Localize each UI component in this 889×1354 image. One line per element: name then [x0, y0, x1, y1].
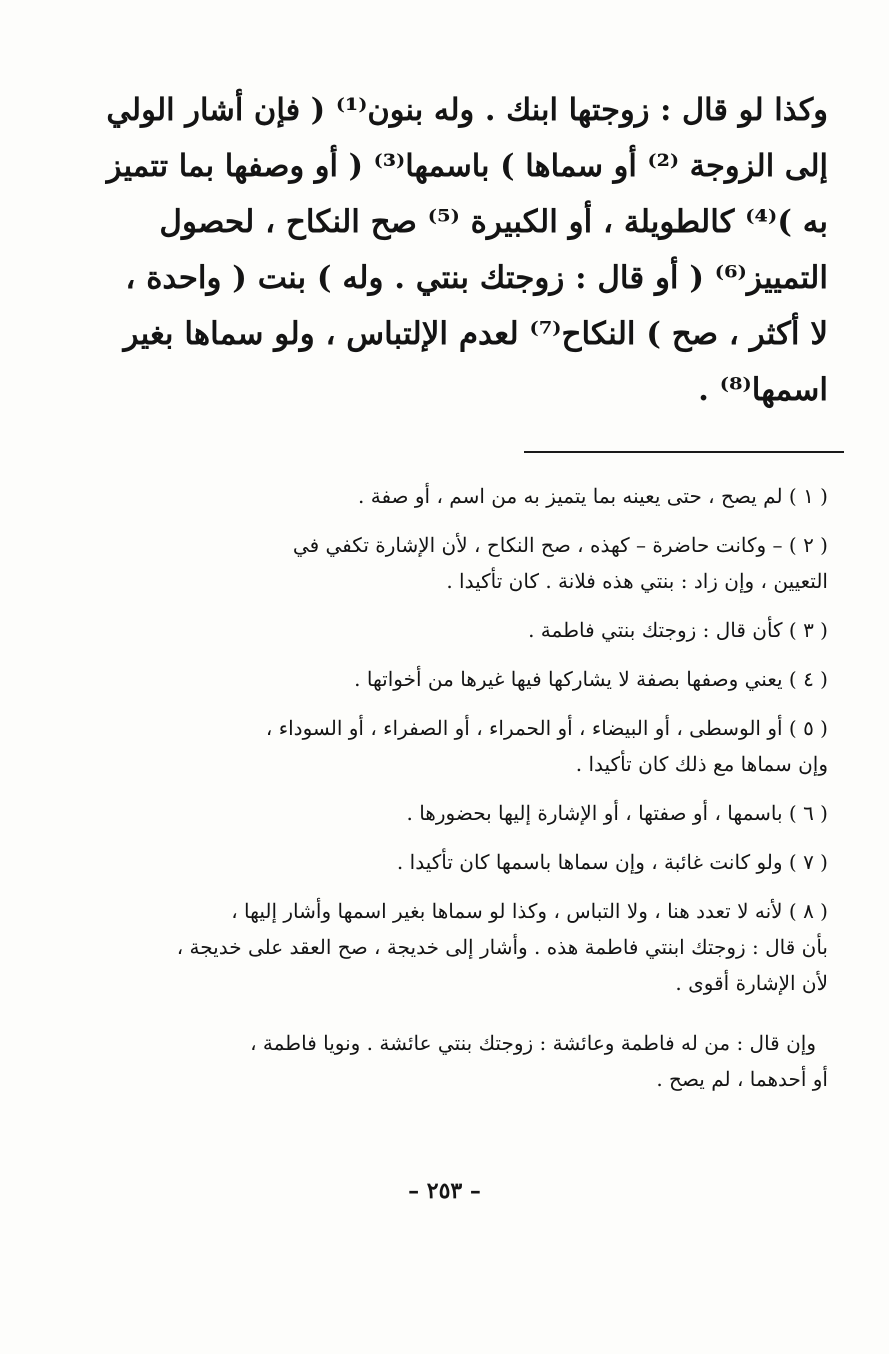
main-text-line: إلى الزوجة ⁽²⁾ أو سماها ) باسمها⁽³⁾ ( أو وصفها بما تتميز — [106, 148, 828, 184]
footnote — [104, 527, 828, 599]
footnote — [104, 710, 828, 782]
footnote — [104, 478, 828, 514]
main-text — [104, 82, 828, 418]
footnote-line: لأن الإشارة أقوى . — [675, 971, 828, 995]
closing-note-line: أو أحدهما ، لم يصح . — [656, 1067, 828, 1091]
main-text-line: التمييز⁽⁶⁾ ( أو قال : زوجتك بنتي . وله ) بنت ( واحدة ، — [125, 260, 828, 296]
footnote-line: ( ٤ ) يعني وصفها بصفة لا يشاركها فيها غيرها من أخواتها . — [354, 667, 828, 691]
main-text-line: وكذا لو قال : زوجتها ابنك . وله بنون⁽¹⁾ ( فإن أشار الولي — [106, 92, 828, 128]
footnotes — [104, 478, 828, 1097]
footnote — [104, 795, 828, 831]
footnote-line: وإن سماها مع ذلك كان تأكيدا . — [575, 752, 828, 776]
main-text-line: به )⁽⁴⁾ كالطويلة ، أو الكبيرة ⁽⁵⁾ صح النكاح ، لحصول — [159, 204, 828, 240]
footnote-line: ( ٣ ) كأن قال : زوجتك بنتي فاطمة . — [528, 618, 828, 642]
footnote-divider — [524, 451, 844, 453]
footnote-line: ( ٧ ) ولو كانت غائبة ، وإن سماها باسمها كان تأكيدا . — [396, 850, 828, 874]
footnote-line: التعيين ، وإن زاد : بنتي هذه فلانة . كان تأكيدا . — [446, 569, 828, 593]
page-number: – ٢٥٣ – — [408, 1178, 481, 1204]
footnote-line: ( ٢ ) – وكانت حاضرة – كهذه ، صح النكاح ، لأن الإشارة تكفي في — [292, 533, 828, 557]
footnote-line: ( ٨ ) لأنه لا تعدد هنا ، ولا التباس ، وكذا لو سماها بغير اسمها وأشار إليها ، — [231, 899, 828, 923]
footnote — [104, 844, 828, 880]
main-text-line: لا أكثر ، صح ) النكاح⁽⁷⁾ لعدم الإلتباس ، ولو سماها بغير — [123, 316, 828, 352]
footnote-line: ( ٦ ) باسمها ، أو صفتها ، أو الإشارة إليها بحضورها . — [406, 801, 828, 825]
closing-note — [104, 1025, 828, 1097]
footnote-line: بأن قال : زوجتك ابنتي فاطمة هذه . وأشار إلى خديجة ، صح العقد على خديجة ، — [176, 935, 828, 959]
footnote-line: ( ٥ ) أو الوسطى ، أو البيضاء ، أو الحمراء ، أو الصفراء ، أو السوداء ، — [265, 716, 828, 740]
footnote — [104, 612, 828, 648]
main-text-line: اسمها⁽⁸⁾ . — [698, 372, 828, 408]
closing-note-line: وإن قال : من له فاطمة وعائشة : زوجتك بنتي عائشة . ونويا فاطمة ، — [250, 1031, 816, 1055]
footnote-line: ( ١ ) لم يصح ، حتى يعينه بما يتميز به من اسم ، أو صفة . — [358, 484, 828, 508]
footnote — [104, 893, 828, 1001]
footnote — [104, 661, 828, 697]
